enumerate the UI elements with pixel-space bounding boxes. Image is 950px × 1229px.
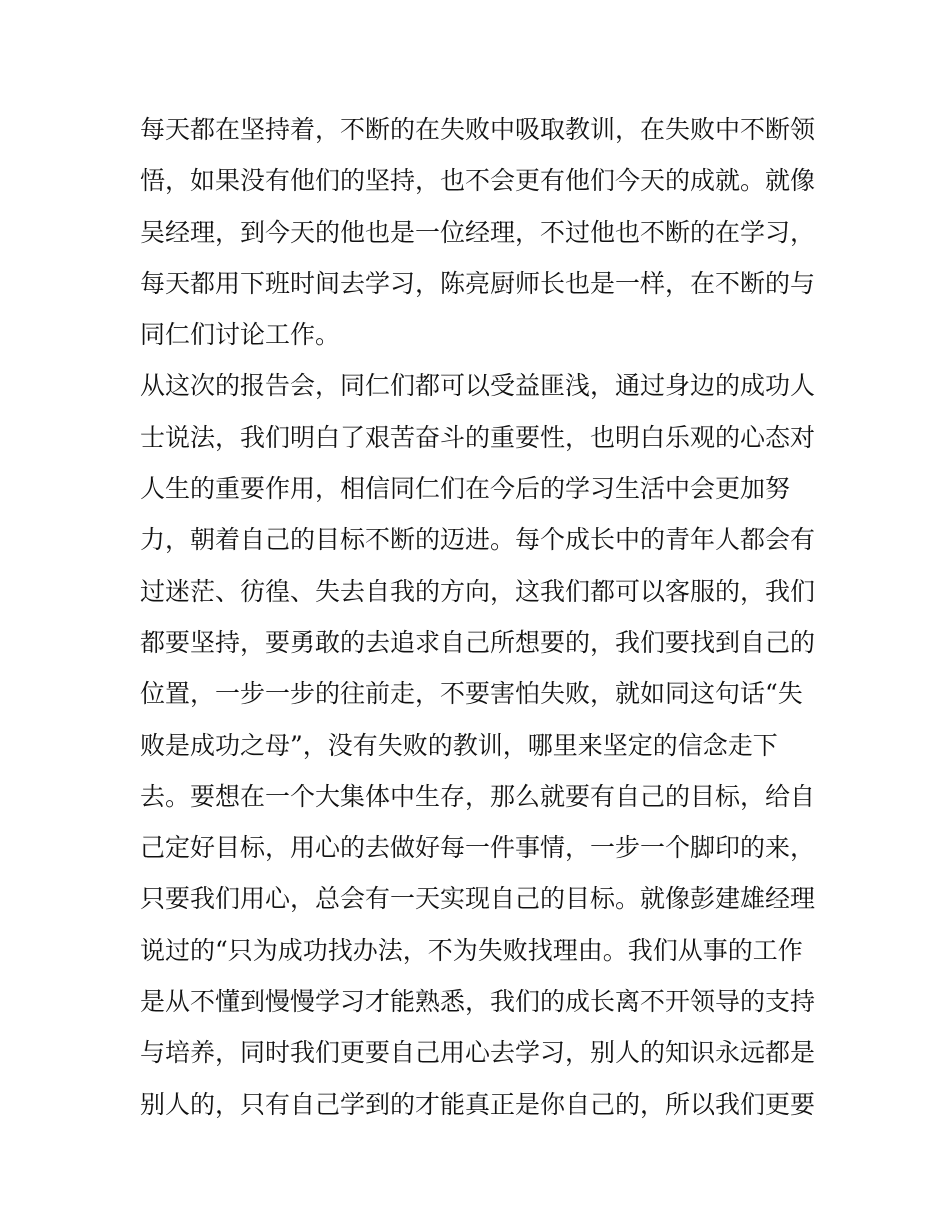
- text-line: 同仁们讨论工作。: [140, 320, 341, 350]
- text-line: 己定好目标，用心的去做好每一件事情，一步一个脚印的来，: [140, 833, 816, 863]
- text-line: 都要坚持，要勇敢的去追求自己所想要的，我们要找到自己的: [140, 627, 816, 657]
- text-line: 只要我们用心，总会有一天实现自己的目标。就像彭建雄经理: [140, 884, 816, 914]
- text-line: 力，朝着自己的目标不断的迈进。每个成长中的青年人都会有: [140, 525, 816, 555]
- text-line: 人生的重要作用，相信同仁们在今后的学习生活中会更加努: [140, 474, 791, 504]
- text-line: 去。要想在一个大集体中生存，那么就要有自己的目标，给自: [140, 781, 816, 811]
- text-line: 位置，一步一步的往前走，不要害怕失败，就如同这句话“失: [140, 679, 803, 709]
- text-line: 与培养，同时我们更要自己用心去学习，别人的知识永远都是: [140, 1038, 816, 1068]
- body-text: [140, 104, 820, 1130]
- text-line: 别人的，只有自己学到的才能真正是你自己的，所以我们更要: [140, 1089, 816, 1119]
- text-line: 过迷茫、彷徨、失去自我的方向，这我们都可以客服的，我们: [140, 576, 816, 606]
- text-line: 每天都在坚持着，不断的在失败中吸取教训，在失败中不断领: [140, 115, 816, 144]
- text-line: 败是成功之母”，没有失败的教训，哪里来坚定的信念走下: [140, 730, 778, 760]
- text-line: 士说法，我们明白了艰苦奋斗的重要性，也明白乐观的心态对: [140, 422, 816, 452]
- text-line: 吴经理，到今天的他也是一位经理，不过他也不断的在学习，: [140, 217, 816, 247]
- text-line: 说过的“只为成功找办法，不为失败找理由。我们从事的工作: [140, 935, 803, 965]
- text-line: 悟，如果没有他们的坚持，也不会更有他们今天的成就。就像: [140, 166, 816, 196]
- text-line: 每天都用下班时间去学习，陈亮厨师长也是一样，在不断的与: [140, 268, 816, 298]
- text-line: 从这次的报告会，同仁们都可以受益匪浅，通过身边的成功人: [140, 371, 816, 401]
- text-line: 是从不懂到慢慢学习才能熟悉，我们的成长离不开领导的支持: [140, 987, 816, 1017]
